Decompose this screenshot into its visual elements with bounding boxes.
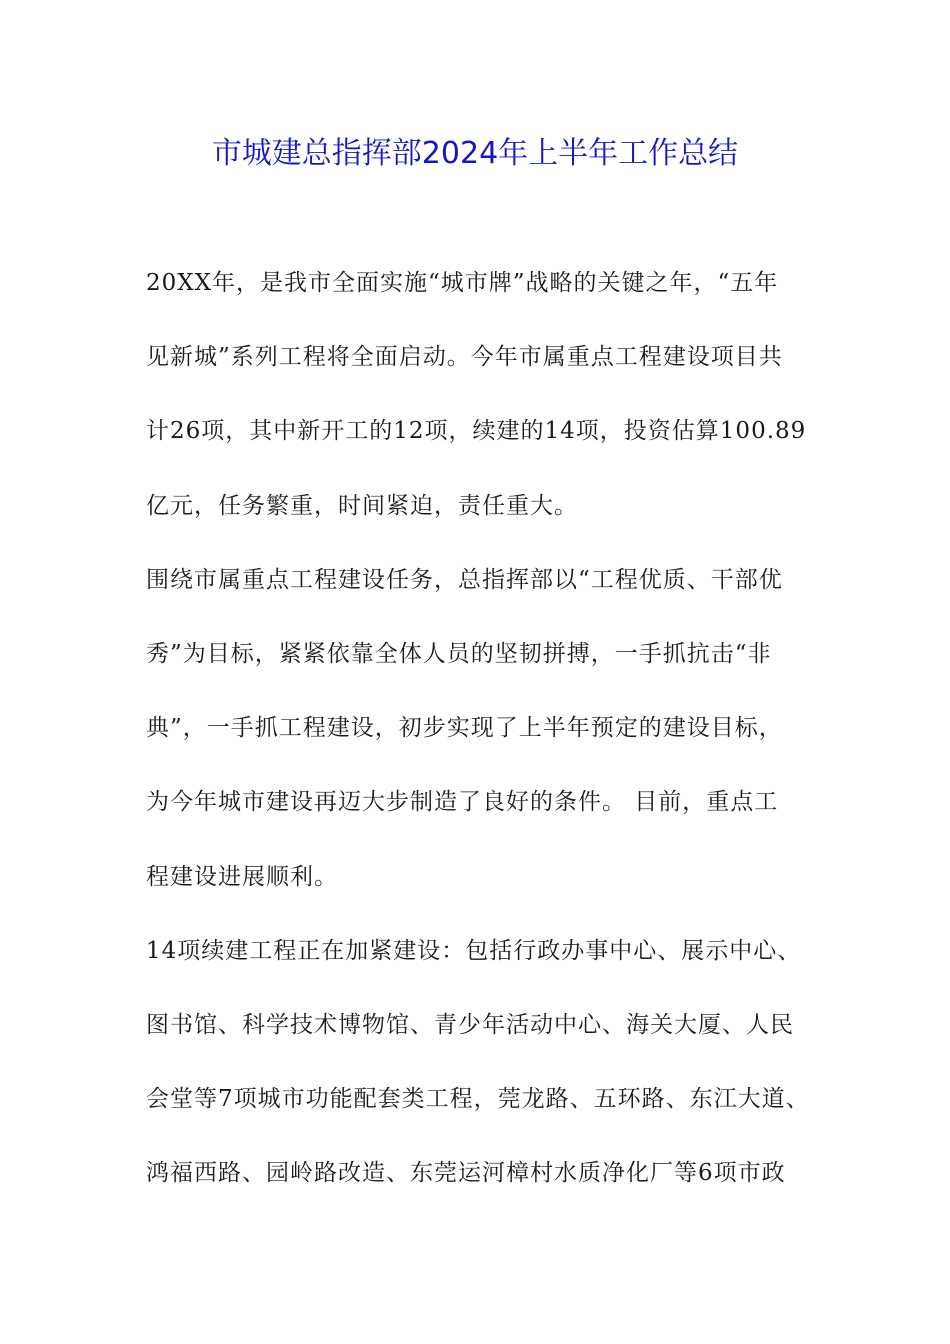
document-title: 市城建总指挥部2024年上半年工作总结 bbox=[211, 136, 739, 171]
body-line: 鸿福西路、园岭路改造、东莞运河樟村水质净化厂等6项市政 bbox=[146, 1160, 786, 1187]
body-line: 图书馆、科学技术博物馆、青少年活动中心、海关大厦、人民 bbox=[146, 1011, 794, 1038]
body-line: 计26项，其中新开工的12项，续建的14项，投资估算100.89 bbox=[146, 418, 807, 445]
body-line: 围绕市属重点工程建设任务，总指挥部以“工程优质、干部优 bbox=[146, 566, 783, 593]
body-line: 亿元，任务繁重，时间紧迫，责任重大。 bbox=[146, 492, 578, 519]
body-line: 典”，一手抓工程建设，初步实现了上半年预定的建设目标， bbox=[146, 715, 783, 742]
body-line: 程建设进展顺利。 bbox=[146, 863, 338, 890]
body-line: 14项续建工程正在加紧建设：包括行政办事中心、展示中心、 bbox=[146, 937, 802, 964]
body-line: 为今年城市建设再迈大步制造了良好的条件。 目前，重点工 bbox=[146, 789, 779, 816]
body-line: 20XX年，是我市全面实施“城市牌”战略的关键之年，“五年 bbox=[146, 270, 779, 296]
body-line: 会堂等7项城市功能配套类工程，莞龙路、五环路、东江大道、 bbox=[146, 1086, 810, 1113]
body-line: 见新城”系列工程将全面启动。今年市属重点工程建设项目共 bbox=[146, 344, 783, 371]
document-body bbox=[146, 246, 826, 1210]
body-line: 秀”为目标，紧紧依靠全体人员的坚韧拼搏，一手抓抗击“非 bbox=[146, 640, 772, 667]
